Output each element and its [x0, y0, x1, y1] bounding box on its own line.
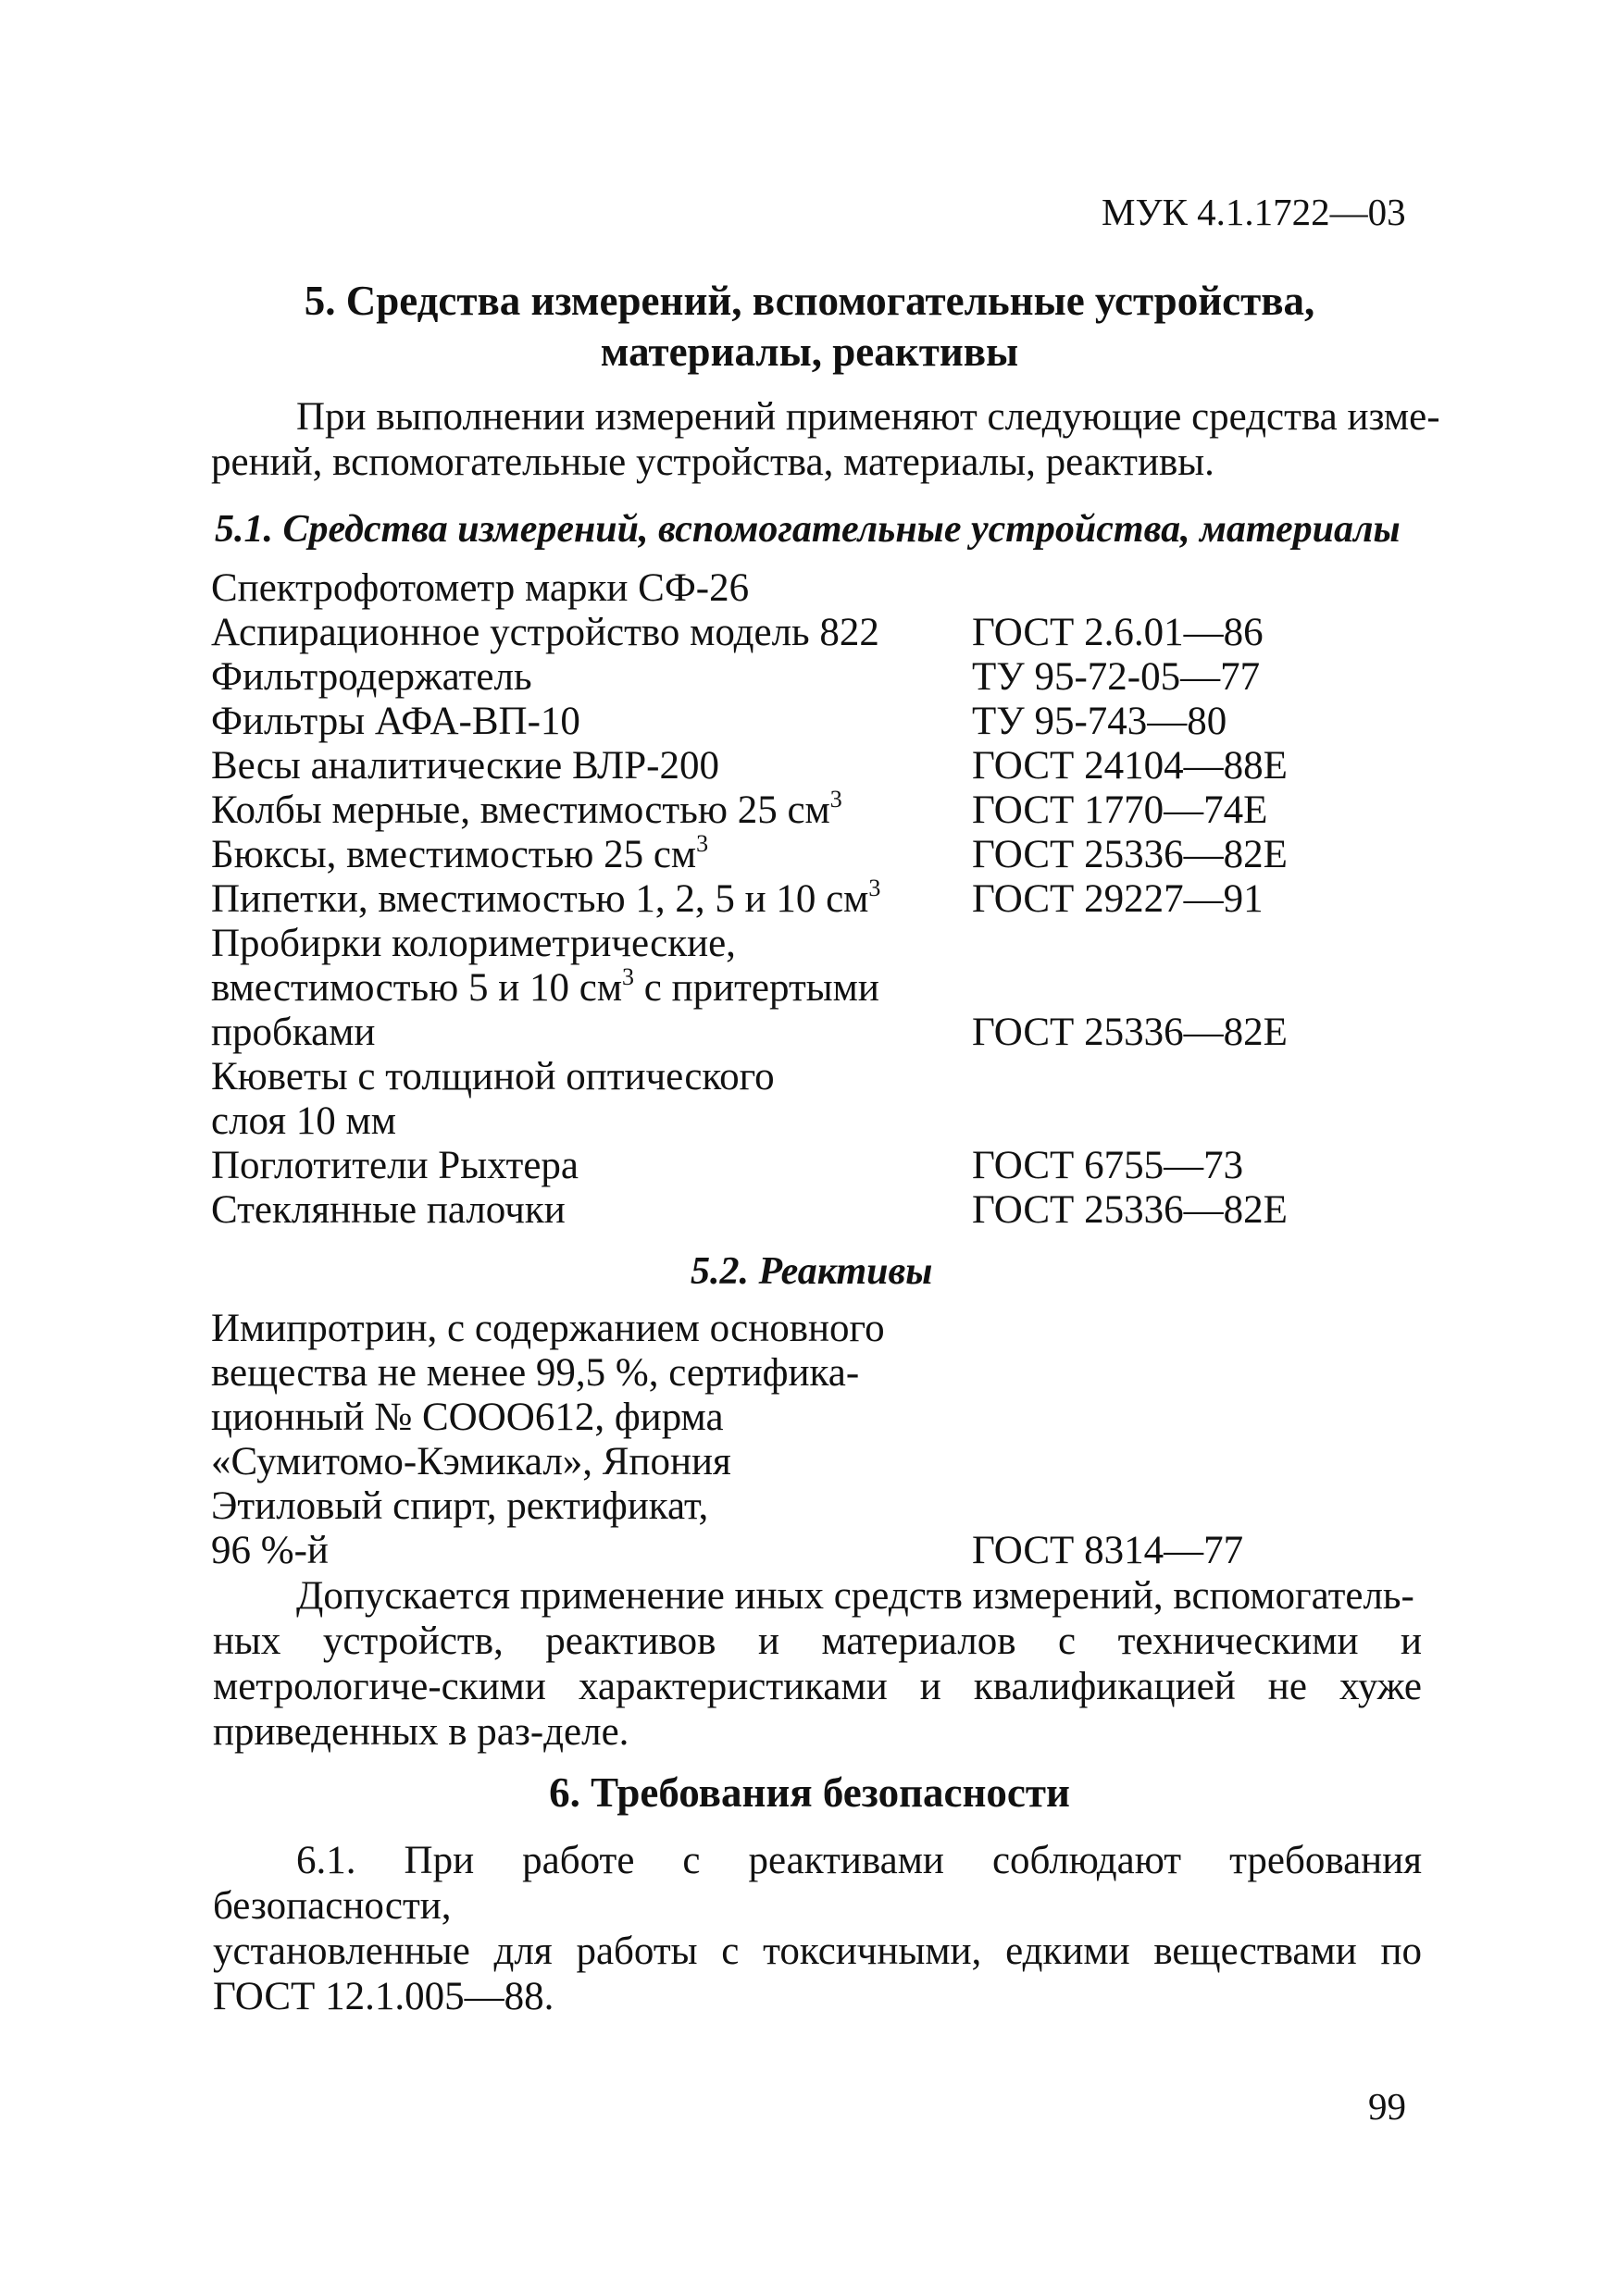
section-6-title: 6. Требования безопасности	[549, 1769, 1070, 1816]
kyuvety-line-2: слоя 10 мм	[211, 1099, 396, 1143]
palochki-standard: ГОСТ 25336—82Е	[972, 1188, 1288, 1232]
probirki-line-2-a: вместимостью 5 и 10 см	[211, 966, 623, 1010]
equipment-item-standard: ГОСТ 1770—74Е	[972, 788, 1268, 832]
document-code: МУК 4.1.1722—03	[1102, 191, 1406, 233]
spirt-line-1: Этиловый спирт, ректификат,	[211, 1484, 709, 1528]
superscript: 3	[829, 785, 842, 813]
equipment-item-name: Фильтродержатель	[211, 655, 532, 699]
equipment-item-name: Пипетки, вместимостью 1, 2, 5 и 10 см	[211, 877, 869, 921]
reagent-line: вещества не менее 99,5 %, сертифика-	[211, 1351, 860, 1395]
equipment-item	[211, 829, 709, 877]
spirt-standard: ГОСТ 8314—77	[972, 1529, 1244, 1572]
probirki-line-1: Пробирки колориметрические,	[211, 922, 736, 965]
equipment-item-standard: ГОСТ 29227—91	[972, 877, 1264, 921]
superscript: 3	[696, 829, 709, 857]
equipment-item-standard: ГОСТ 2.6.01—86	[972, 611, 1264, 654]
equipment-item	[211, 785, 842, 833]
spirt-line-2: 96 %-й	[211, 1529, 329, 1572]
allowance-first-line: Допускается применение иных средств измерений, вспомогатель-	[296, 1574, 1414, 1618]
section-5-title-line-2: материалы, реактивы	[600, 329, 1019, 375]
probirki-line-2	[211, 962, 879, 1011]
equipment-item-name: Колбы мерные, вместимостью 25 см	[211, 788, 830, 832]
section-5-title-line-1: 5. Средства измерений, вспомогательные устройства,	[304, 278, 1315, 324]
superscript: 3	[868, 874, 881, 901]
page-number: 99	[1368, 2085, 1406, 2128]
intro-line-2: рений, вспомогательные устройства, материалы, реактивы.	[211, 441, 1214, 484]
palochki-name: Стеклянные палочки	[211, 1188, 566, 1232]
reagent-line: ционный № СООО612, фирма	[211, 1396, 724, 1439]
probirki-line-3: пробками	[211, 1011, 376, 1054]
equipment-item-standard: ГОСТ 24104—88Е	[972, 744, 1288, 788]
equipment-item	[211, 874, 881, 922]
allowance-rest: ных устройств, реактивов и материалов с техническими и метрологиче-скими характеристиками и квалификацией не хуже приведенных в раз-деле.	[213, 1620, 1422, 1754]
equipment-item-name: Весы аналитические ВЛР-200	[211, 744, 719, 788]
safety-paragraph	[213, 1838, 1422, 2019]
subsection-5-1-title: 5.1. Средства измерений, вспомогательные устройства, материалы	[215, 508, 1401, 551]
allowance-paragraph	[213, 1573, 1422, 1755]
probirki-line-2-b: с притертыми	[634, 966, 879, 1010]
equipment-item-name: Фильтры АФА-ВП-10	[211, 700, 580, 743]
reagent-line: «Сумитомо-Кэмикал», Япония	[211, 1440, 731, 1483]
poglotiteli-standard: ГОСТ 6755—73	[972, 1144, 1244, 1187]
equipment-item-name: Аспирационное устройство модель 822	[211, 611, 879, 654]
safety-rest: установленные для работы с токсичными, едкими веществами по ГОСТ 12.1.005—88.	[213, 1930, 1422, 2018]
intro-line-1: При выполнении измерений применяют следующие средства изме-	[296, 395, 1440, 439]
reagent-line: Имипротрин, с содержанием основного	[211, 1307, 885, 1350]
equipment-item-standard: ГОСТ 25336—82Е	[972, 833, 1288, 876]
equipment-item-name: Спектрофотометр марки СФ-26	[211, 566, 750, 610]
equipment-item-name: Бюксы, вместимостью 25 см	[211, 833, 697, 876]
superscript: 3	[622, 962, 635, 990]
kyuvety-line-1: Кюветы с толщиной оптического	[211, 1055, 775, 1098]
subsection-5-2-title: 5.2. Реактивы	[691, 1250, 933, 1293]
equipment-item-standard: ТУ 95-743—80	[972, 700, 1227, 743]
equipment-item-standard: ТУ 95-72-05—77	[972, 655, 1261, 699]
probirki-standard: ГОСТ 25336—82Е	[972, 1011, 1288, 1054]
safety-first-line: 6.1. При работе с реактивами соблюдают требования безопасности,	[213, 1839, 1422, 1928]
poglotiteli-name: Поглотители Рыхтера	[211, 1144, 579, 1187]
